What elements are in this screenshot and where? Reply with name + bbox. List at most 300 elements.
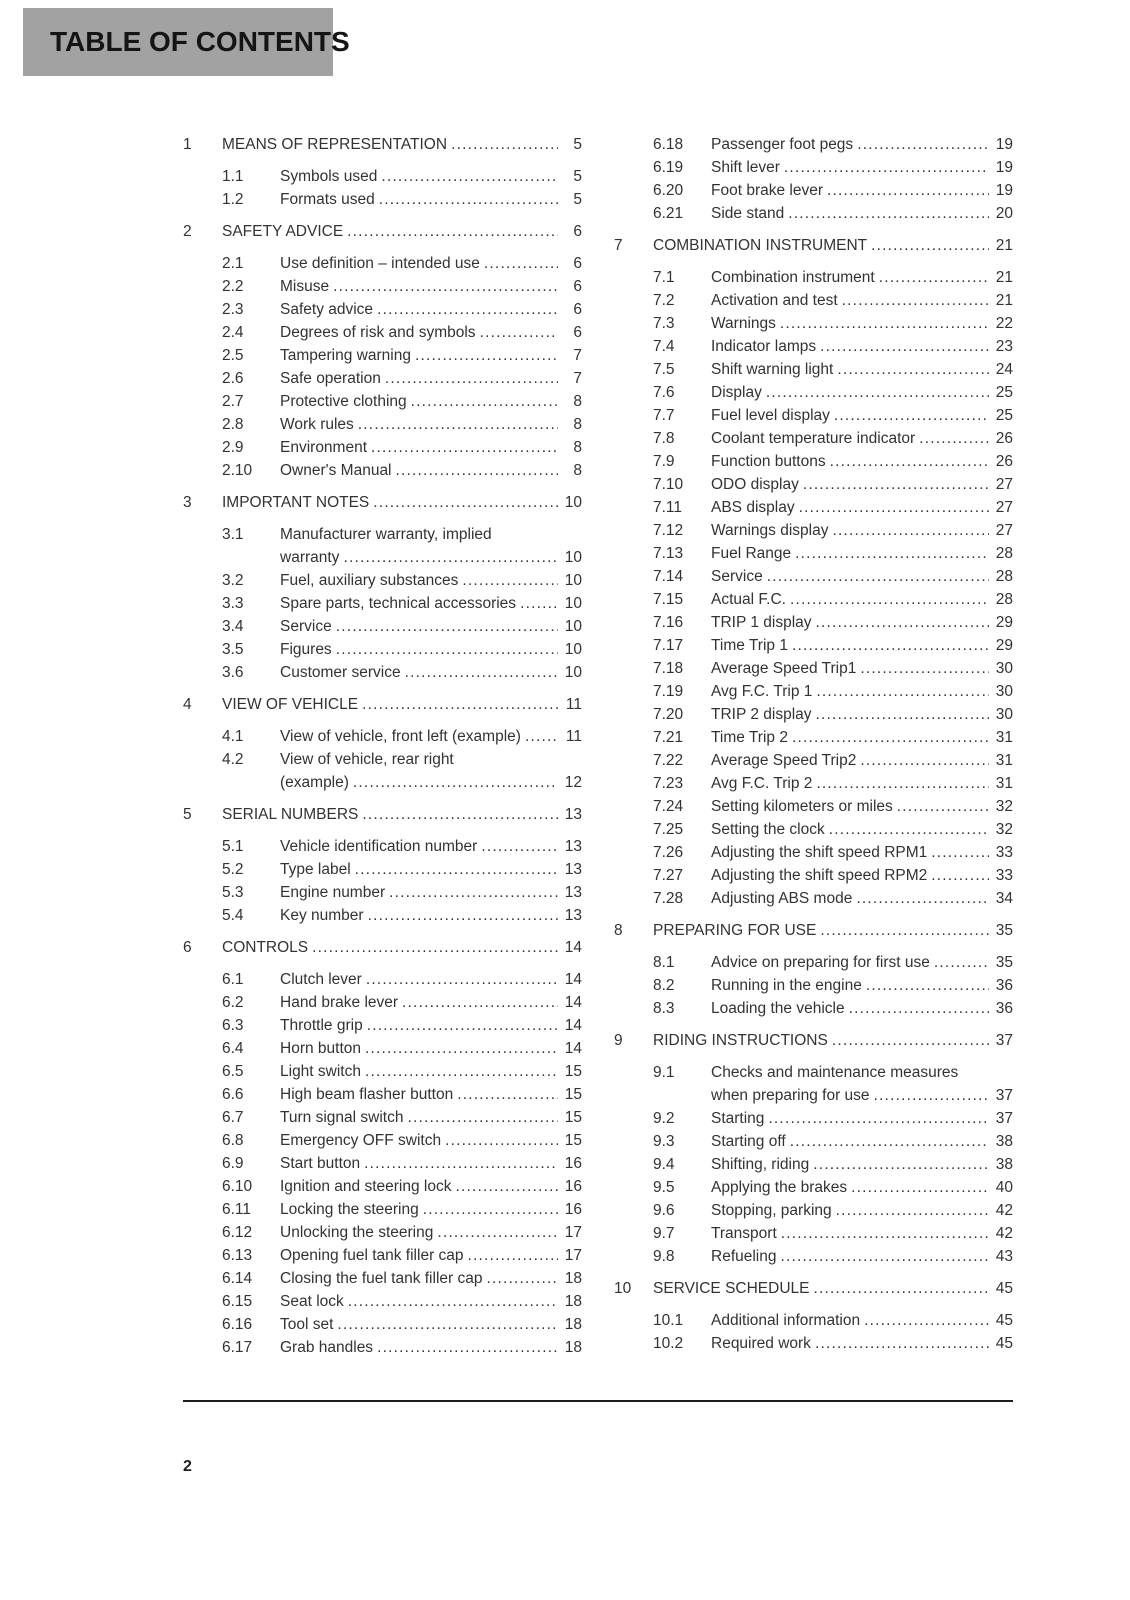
toc-entry-body	[711, 1199, 1013, 1222]
toc-entry-body	[280, 413, 582, 436]
dot-leader	[874, 1084, 989, 1107]
toc-entry-number: 7.17	[653, 637, 684, 654]
toc-entry-number: 7.24	[653, 798, 684, 815]
toc-entry-number: 7.7	[653, 407, 675, 424]
dot-leader	[864, 1309, 989, 1332]
dot-leader	[768, 1107, 989, 1130]
toc-entry-title: ABS display	[711, 499, 795, 516]
dot-leader	[860, 749, 989, 772]
toc-entry-page: 18	[564, 1270, 582, 1287]
toc-entry-line	[711, 1084, 1013, 1107]
toc-entry-body	[711, 1061, 1013, 1107]
toc-entry-page: 27	[995, 522, 1013, 539]
toc-entry-line	[280, 344, 582, 367]
toc-entry-title: Function buttons	[711, 453, 826, 470]
toc-entry-body	[280, 298, 582, 321]
toc-sub-entry	[183, 165, 582, 188]
toc-entry-line	[711, 266, 1013, 289]
toc-entry-number: 2.7	[222, 393, 244, 410]
toc-entry-title: Coolant temperature indicator	[711, 430, 916, 447]
toc-entry-title: Unlocking the steering	[280, 1224, 434, 1241]
toc-entry-title: Customer service	[280, 664, 401, 681]
toc-entry-title: Tampering warning	[280, 347, 411, 364]
toc-entry-title: Symbols used	[280, 168, 378, 185]
toc-entry-number: 7.19	[653, 683, 684, 700]
toc-entry-title: Advice on preparing for first use	[711, 954, 930, 971]
page-header	[23, 8, 350, 76]
toc-sub-entry	[614, 795, 1013, 818]
dot-leader	[348, 1290, 558, 1313]
toc-entry-page: 40	[995, 1179, 1013, 1196]
toc-entry-line	[711, 156, 1013, 179]
toc-sub-entry	[183, 1290, 582, 1313]
dot-leader	[766, 381, 989, 404]
toc-entry-line	[711, 997, 1013, 1020]
toc-entry-title: Starting off	[711, 1133, 786, 1150]
toc-entry-line	[711, 588, 1013, 611]
dot-leader	[402, 991, 558, 1014]
toc-entry-line	[711, 749, 1013, 772]
toc-entry-page: 11	[565, 728, 582, 745]
toc-entry-number: 6.18	[653, 136, 684, 153]
toc-entry-number: 7.6	[653, 384, 675, 401]
toc-entry-page: 45	[995, 1335, 1013, 1352]
toc-entry-number: 2.1	[222, 255, 244, 272]
toc-sub-entry	[614, 1107, 1013, 1130]
toc-entry-title: Refueling	[711, 1248, 777, 1265]
toc-entry-line	[280, 1037, 582, 1060]
toc-entry-page: 26	[995, 453, 1013, 470]
toc-entry-body	[280, 275, 582, 298]
toc-entry-body	[711, 749, 1013, 772]
toc-entry-title: TRIP 1 display	[711, 614, 812, 631]
toc-entry-body	[711, 726, 1013, 749]
toc-entry-page: 28	[995, 545, 1013, 562]
dot-leader	[816, 772, 989, 795]
toc-entry-body	[280, 252, 582, 275]
toc-entry-line	[711, 133, 1013, 156]
toc-sub-entry	[614, 864, 1013, 887]
toc-entry-page: 31	[995, 729, 1013, 746]
toc-entry-number: 1.1	[222, 168, 244, 185]
toc-entry-number: 5.4	[222, 907, 244, 924]
toc-sub-entry	[614, 657, 1013, 680]
toc-entry-body	[280, 390, 582, 413]
toc-entry-body	[711, 1332, 1013, 1355]
toc-entry-number: 2.2	[222, 278, 244, 295]
toc-entry-page: 18	[564, 1293, 582, 1310]
toc-entry-title: Degrees of risk and symbols	[280, 324, 476, 341]
toc-entry-title: Use definition – intended use	[280, 255, 480, 272]
toc-entry-line	[280, 1198, 582, 1221]
toc-sub-entry	[183, 991, 582, 1014]
toc-entry-body	[711, 404, 1013, 427]
toc-entry-line	[280, 661, 582, 684]
toc-entry-number: 7.23	[653, 775, 684, 792]
toc-sub-entry	[183, 1244, 582, 1267]
toc-entry-line	[222, 693, 582, 716]
toc-entry-title: Spare parts, technical accessories	[280, 595, 517, 612]
toc-entry-page: 14	[564, 1017, 582, 1034]
toc-entry-line	[711, 542, 1013, 565]
dot-leader	[481, 835, 558, 858]
toc-entry-line	[280, 991, 582, 1014]
toc-entry-number: 5.2	[222, 861, 244, 878]
toc-entry-body	[280, 321, 582, 344]
toc-entry-page: 8	[573, 416, 582, 433]
toc-entry-body	[280, 1037, 582, 1060]
toc-entry-line	[280, 771, 582, 794]
toc-sub-entry	[614, 1199, 1013, 1222]
toc-entry-body	[280, 1106, 582, 1129]
toc-entry-title: Opening fuel tank filler cap	[280, 1247, 464, 1264]
dot-leader	[803, 473, 989, 496]
toc-entry-number: 7.3	[653, 315, 675, 332]
toc-entry-body	[653, 919, 1013, 942]
dot-leader	[365, 1060, 558, 1083]
toc-entry-page: 13	[564, 838, 582, 855]
toc-entry-page: 21	[995, 237, 1013, 254]
toc-sub-entry	[183, 904, 582, 927]
toc-sub-entry	[614, 703, 1013, 726]
toc-entry-title: Clutch lever	[280, 971, 362, 988]
dot-leader	[866, 974, 989, 997]
toc-entry-title: Service	[711, 568, 763, 585]
toc-entry-title: Loading the vehicle	[711, 1000, 845, 1017]
toc-entry-page: 5	[573, 191, 582, 208]
toc-entry-line	[711, 289, 1013, 312]
dot-leader	[381, 165, 558, 188]
toc-entry-title: Adjusting the shift speed RPM1	[711, 844, 928, 861]
toc-entry-line	[280, 1244, 582, 1267]
toc-sub-entry	[614, 997, 1013, 1020]
toc-entry-line	[711, 381, 1013, 404]
dot-leader	[337, 1313, 558, 1336]
toc-entry-title: COMBINATION INSTRUMENT	[653, 237, 868, 254]
toc-entry-page: 29	[995, 637, 1013, 654]
dot-leader	[842, 289, 989, 312]
toc-sub-entry	[614, 404, 1013, 427]
dot-leader	[379, 188, 558, 211]
toc-entry-page: 43	[995, 1248, 1013, 1265]
toc-entry-title: Locking the steering	[280, 1201, 419, 1218]
toc-entry-line	[280, 1175, 582, 1198]
toc-entry-line	[280, 436, 582, 459]
toc-entry-body	[280, 835, 582, 858]
toc-entry-title: Warnings display	[711, 522, 829, 539]
toc-entry-page: 15	[564, 1063, 582, 1080]
toc-entry-number: 2.3	[222, 301, 244, 318]
toc-entry-title: Fuel Range	[711, 545, 792, 562]
toc-entry-line	[280, 835, 582, 858]
toc-entry-body	[280, 858, 582, 881]
toc-entry-body	[711, 795, 1013, 818]
toc-entry-page: 37	[995, 1032, 1013, 1049]
toc-entry-title: Safety advice	[280, 301, 374, 318]
toc-entry-line	[711, 772, 1013, 795]
toc-entry-title: Transport	[711, 1225, 777, 1242]
toc-entry-line	[280, 904, 582, 927]
toc-entry-body	[711, 335, 1013, 358]
toc-entry-page: 10	[564, 572, 582, 589]
toc-entry-number: 7.11	[653, 499, 683, 516]
toc-entry-line	[711, 887, 1013, 910]
toc-entry-body	[653, 1029, 1013, 1052]
toc-entry-page: 19	[995, 182, 1013, 199]
toc-entry-title: Hand brake lever	[280, 994, 399, 1011]
toc-entry-body	[280, 1014, 582, 1037]
toc-entry-page: 18	[564, 1339, 582, 1356]
toc-entry-line	[711, 1245, 1013, 1268]
toc-entry-number: 7.1	[653, 269, 675, 286]
toc-entry-line	[711, 179, 1013, 202]
toc-entry-line	[711, 657, 1013, 680]
toc-sub-entry	[183, 344, 582, 367]
toc-entry-number: 6.14	[222, 1270, 253, 1287]
toc-sub-entry	[614, 1222, 1013, 1245]
toc-entry-line	[280, 1083, 582, 1106]
toc-entry-body	[280, 1198, 582, 1221]
toc-entry-body	[280, 1267, 582, 1290]
toc-entry-body	[711, 519, 1013, 542]
toc-entry-line	[711, 864, 1013, 887]
dot-leader	[827, 179, 989, 202]
toc-entry-title: VIEW OF VEHICLE	[222, 696, 359, 713]
toc-entry-page: 14	[564, 1040, 582, 1057]
toc-sub-entry	[183, 1129, 582, 1152]
toc-sub-entry	[614, 749, 1013, 772]
toc-entry-number: 7.12	[653, 522, 684, 539]
toc-entry-line	[711, 795, 1013, 818]
toc-entry-body	[222, 220, 582, 243]
dot-leader	[366, 968, 558, 991]
toc-entry-title: Foot brake lever	[711, 182, 823, 199]
toc-entry-line	[711, 335, 1013, 358]
dot-leader	[829, 818, 989, 841]
toc-entry-line	[711, 404, 1013, 427]
toc-chapter-entry	[183, 803, 582, 826]
toc-entry-line	[280, 638, 582, 661]
dot-leader	[457, 1083, 558, 1106]
toc-entry-body	[280, 1060, 582, 1083]
toc-entry-page: 11	[565, 696, 582, 713]
toc-entry-title: SAFETY ADVICE	[222, 223, 344, 240]
toc-entry-body	[711, 179, 1013, 202]
toc-entry-title: Service	[280, 618, 332, 635]
toc-entry-body	[280, 1175, 582, 1198]
toc-sub-entry	[183, 748, 582, 794]
toc-entry-title: Start button	[280, 1155, 361, 1172]
toc-entry-title: Protective clothing	[280, 393, 407, 410]
toc-sub-entry	[614, 951, 1013, 974]
toc-entry-title: SERVICE SCHEDULE	[653, 1280, 810, 1297]
toc-entry-number: 6.9	[222, 1155, 244, 1172]
dot-leader	[358, 413, 558, 436]
toc-entry-number: 7.26	[653, 844, 684, 861]
toc-entry-title: Engine number	[280, 884, 386, 901]
toc-entry-title: Activation and test	[711, 292, 838, 309]
toc-entry-title: Warnings	[711, 315, 776, 332]
toc-entry-body	[711, 1309, 1013, 1332]
toc-entry-number: 9.5	[653, 1179, 675, 1196]
toc-sub-entry	[183, 436, 582, 459]
toc-entry-title: TRIP 2 display	[711, 706, 812, 723]
toc-entry-line	[222, 133, 582, 156]
toc-entry-number: 7.18	[653, 660, 684, 677]
toc-sub-entry	[183, 661, 582, 684]
dot-leader	[437, 1221, 558, 1244]
toc-entry-body	[711, 588, 1013, 611]
toc-entry-page: 10	[564, 618, 582, 635]
toc-chapter-entry	[614, 1277, 1013, 1300]
dot-leader	[480, 321, 558, 344]
dot-leader	[462, 569, 558, 592]
toc-entry-page: 6	[573, 255, 582, 272]
toc-entry-body	[222, 936, 582, 959]
toc-entry-number: 7.28	[653, 890, 684, 907]
toc-entry-body	[711, 611, 1013, 634]
toc-sub-entry	[614, 542, 1013, 565]
toc-entry-title: Fuel, auxiliary substances	[280, 572, 459, 589]
toc-sub-entry	[614, 1245, 1013, 1268]
dot-leader	[871, 234, 989, 257]
toc-entry-line	[711, 1107, 1013, 1130]
toc-entry-line	[280, 968, 582, 991]
toc-entry-page: 30	[995, 706, 1013, 723]
toc-entry-number: 7.4	[653, 338, 675, 355]
toc-entry-line	[711, 680, 1013, 703]
toc-entry-line	[711, 427, 1013, 450]
toc-entry-page: 6	[573, 278, 582, 295]
toc-entry-page: 34	[995, 890, 1013, 907]
toc-entry-body	[653, 1277, 1013, 1300]
dot-leader	[813, 1277, 989, 1300]
dot-leader	[781, 1245, 990, 1268]
dot-leader	[365, 1037, 558, 1060]
toc-entry-number: 10.1	[653, 1312, 684, 1329]
toc-entry-line	[280, 1336, 582, 1359]
toc-entry-line	[653, 1029, 1013, 1052]
toc-sub-entry	[183, 252, 582, 275]
toc-entry-number: 8	[614, 922, 623, 939]
toc-entry-line	[222, 936, 582, 959]
dot-leader	[919, 427, 989, 450]
dot-leader	[820, 335, 989, 358]
toc-entry-title: Indicator lamps	[711, 338, 817, 355]
toc-entry-number: 2.6	[222, 370, 244, 387]
toc-entry-title: Vehicle identification number	[280, 838, 478, 855]
dot-leader	[484, 252, 558, 275]
toc-entry-title: Time Trip 1	[711, 637, 788, 654]
toc-entry-page: 18	[564, 1316, 582, 1333]
toc-entry-page: 35	[995, 954, 1013, 971]
toc-entry-number: 7.9	[653, 453, 675, 470]
toc-entry-title-first-line: View of vehicle, rear right	[280, 751, 454, 768]
toc-entry-number: 6.19	[653, 159, 684, 176]
toc-sub-entry	[614, 519, 1013, 542]
toc-entry-line	[280, 459, 582, 482]
dot-leader	[792, 726, 989, 749]
toc-entry-line	[280, 1014, 582, 1037]
toc-entry-title: Side stand	[711, 205, 785, 222]
toc-entry-number: 2.5	[222, 347, 244, 364]
toc-entry-page: 15	[564, 1109, 582, 1126]
dot-leader	[799, 496, 989, 519]
toc-entry-page: 26	[995, 430, 1013, 447]
toc-chapter-entry	[614, 1029, 1013, 1052]
toc-entry-title: Starting	[711, 1110, 765, 1127]
toc-entry-page: 14	[564, 994, 582, 1011]
toc-entry-number: 9.8	[653, 1248, 675, 1265]
toc-entry-number: 6.1	[222, 971, 244, 988]
dot-leader	[486, 1267, 558, 1290]
toc-entry-number: 7.10	[653, 476, 684, 493]
toc-entry-line	[280, 1313, 582, 1336]
toc-entry-title: Horn button	[280, 1040, 361, 1057]
toc-entry-body	[280, 1129, 582, 1152]
toc-entry-body	[711, 542, 1013, 565]
toc-entry-title: Key number	[280, 907, 364, 924]
toc-entry-body	[711, 156, 1013, 179]
toc-entry-line	[280, 367, 582, 390]
toc-entry-body	[711, 657, 1013, 680]
toc-sub-entry	[614, 1130, 1013, 1153]
toc-entry-line	[280, 298, 582, 321]
toc-entry-title: Required work	[711, 1335, 811, 1352]
toc-entry-line	[280, 188, 582, 211]
toc-entry-title: Figures	[280, 641, 332, 658]
toc-chapter-entry	[614, 234, 1013, 257]
toc-entry-line	[711, 1332, 1013, 1355]
toc-entry-page: 45	[995, 1312, 1013, 1329]
toc-entry-title: Avg F.C. Trip 2	[711, 775, 813, 792]
toc-entry-number: 3.5	[222, 641, 244, 658]
toc-entry-page: 29	[995, 614, 1013, 631]
toc-entry-page: 37	[995, 1110, 1013, 1127]
toc-entry-body	[711, 473, 1013, 496]
toc-entry-body	[711, 951, 1013, 974]
toc-entry-body	[711, 1153, 1013, 1176]
toc-entry-page: 28	[995, 591, 1013, 608]
toc-sub-entry	[614, 289, 1013, 312]
toc-entry-body	[711, 266, 1013, 289]
toc-entry-number: 6.3	[222, 1017, 244, 1034]
toc-sub-entry	[614, 611, 1013, 634]
toc-entry-page: 36	[995, 977, 1013, 994]
toc-entry-number: 9.4	[653, 1156, 675, 1173]
dot-leader	[836, 1199, 989, 1222]
toc-entry-page: 42	[995, 1225, 1013, 1242]
toc-entry-page: 38	[995, 1156, 1013, 1173]
toc-entry-body	[711, 565, 1013, 588]
toc-entry-page: 6	[573, 324, 582, 341]
toc-entry-line	[280, 592, 582, 615]
toc-entry-number: 8.1	[653, 954, 675, 971]
toc-entry-title: Ignition and steering lock	[280, 1178, 452, 1195]
toc-entry-number: 9.1	[653, 1064, 675, 1081]
toc-entry-line	[711, 450, 1013, 473]
toc-sub-entry	[614, 818, 1013, 841]
toc-entry-number: 3.6	[222, 664, 244, 681]
toc-entry-body	[711, 1107, 1013, 1130]
toc-entry-body	[711, 974, 1013, 997]
dot-leader	[389, 881, 558, 904]
dot-leader	[781, 1222, 989, 1245]
toc-entry-body	[711, 634, 1013, 657]
toc-entry-number: 2.9	[222, 439, 244, 456]
toc-sub-entry	[183, 569, 582, 592]
toc-entry-page: 45	[995, 1280, 1013, 1297]
